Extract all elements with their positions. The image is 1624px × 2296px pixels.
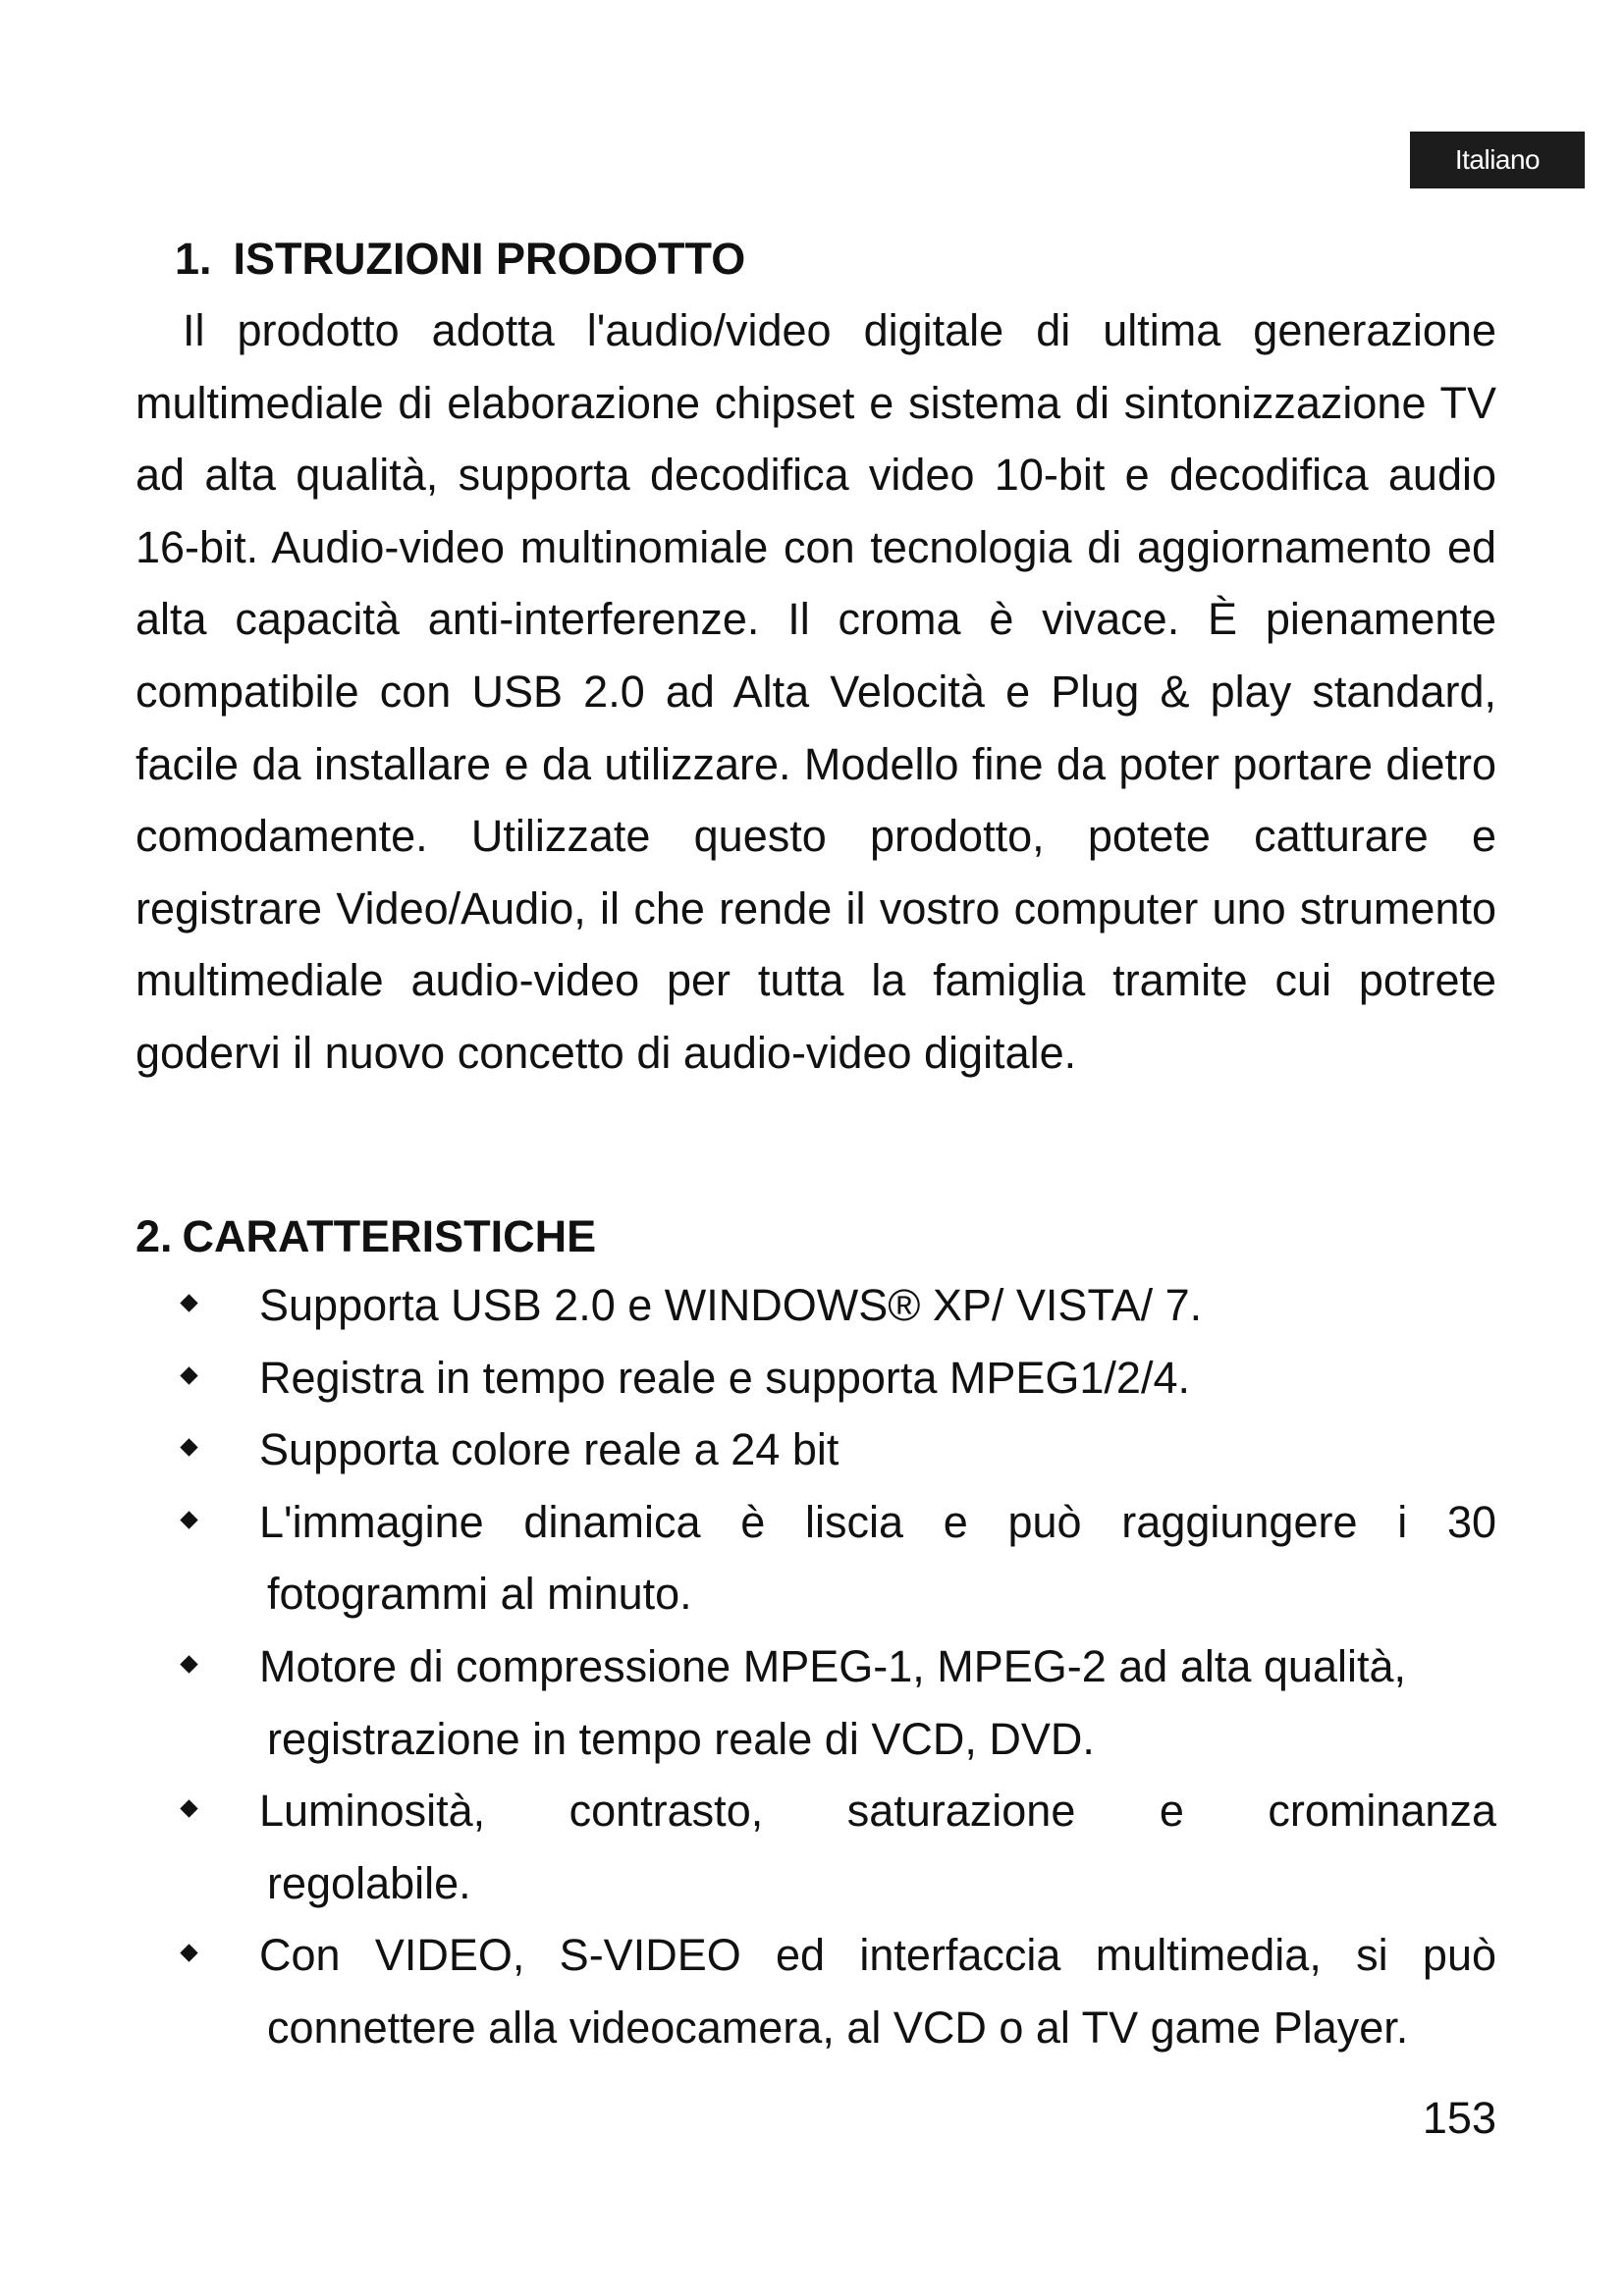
diamond-bullet-icon bbox=[180, 1438, 197, 1456]
section-title: ISTRUZIONI PRODOTTO bbox=[233, 234, 746, 284]
diamond-bullet-icon bbox=[180, 1511, 197, 1528]
feature-item bbox=[0, 1919, 1624, 2063]
section-heading-product-instructions bbox=[175, 230, 745, 289]
feature-item bbox=[0, 1630, 1624, 1775]
product-instructions-paragraph: Il prodotto adotta l'audio/video digitale di ultima generazione multimediale di elaborazione chipset e sistema di sintonizzazione TV ad alta qualità, supporta decodifica video 10-bit e decodifica audio 16-bit. Audio-video multinomiale con tecnologia di aggiornamento ed alta capacità anti-interferenze. Il croma è vivace. È pienamente compatibile con USB 2.0 ad Alta Velocità e Plug & play standard, facile da installare e da utilizzare. Modello fine da poter portare dietro comodamente. Utilizzate questo prodotto, potete catturare e registrare Video/Audio, il che rende il vostro computer uno strumento multimediale audio-video per tutta la famiglia tramite cui potrete godervi il nuovo concetto di audio-video digitale. bbox=[135, 305, 1496, 1078]
features-list bbox=[0, 1269, 1624, 2064]
feature-item bbox=[0, 1342, 1624, 1415]
diamond-bullet-icon bbox=[180, 1655, 197, 1673]
section-number: 2. bbox=[135, 1211, 173, 1261]
feature-text: Luminosità, contrasto, saturazione e crominanza bbox=[259, 1786, 1496, 1837]
feature-item bbox=[0, 1269, 1624, 1342]
section-number: 1. bbox=[175, 234, 212, 284]
diamond-bullet-icon bbox=[180, 1294, 197, 1311]
feature-text-continuation: fotogrammi al minuto. bbox=[267, 1569, 692, 1620]
diamond-bullet-icon bbox=[180, 1945, 197, 1962]
feature-item bbox=[0, 1414, 1624, 1486]
feature-item bbox=[0, 1486, 1624, 1630]
feature-item bbox=[0, 1775, 1624, 1919]
section-title: CARATTERISTICHE bbox=[182, 1211, 597, 1261]
feature-text-continuation: regolabile. bbox=[267, 1857, 471, 1908]
feature-text: L'immagine dinamica è liscia e può raggiungere i 30 bbox=[259, 1496, 1496, 1547]
feature-text: Motore di compressione MPEG-1, MPEG-2 ad alta qualità, bbox=[259, 1640, 1407, 1691]
diamond-bullet-icon bbox=[180, 1799, 197, 1817]
feature-text: Con VIDEO, S-VIDEO ed interfaccia multimedia, si può bbox=[259, 1930, 1496, 1981]
feature-text: Registra in tempo reale e supporta MPEG1/2/4. bbox=[259, 1352, 1190, 1403]
feature-text: Supporta USB 2.0 e WINDOWS® XP/ VISTA/ 7. bbox=[259, 1280, 1203, 1330]
feature-text-continuation: registrazione in tempo reale di VCD, DVD. bbox=[267, 1713, 1095, 1764]
language-tab: Italiano bbox=[1410, 132, 1585, 188]
diamond-bullet-icon bbox=[180, 1366, 197, 1384]
page-number: 153 bbox=[1422, 2093, 1496, 2143]
feature-text: Supporta colore reale a 24 bit bbox=[259, 1424, 839, 1475]
section-heading-features bbox=[135, 1207, 596, 1266]
feature-text-continuation: connettere alla videocamera, al VCD o al TV game Player. bbox=[267, 2002, 1409, 2053]
